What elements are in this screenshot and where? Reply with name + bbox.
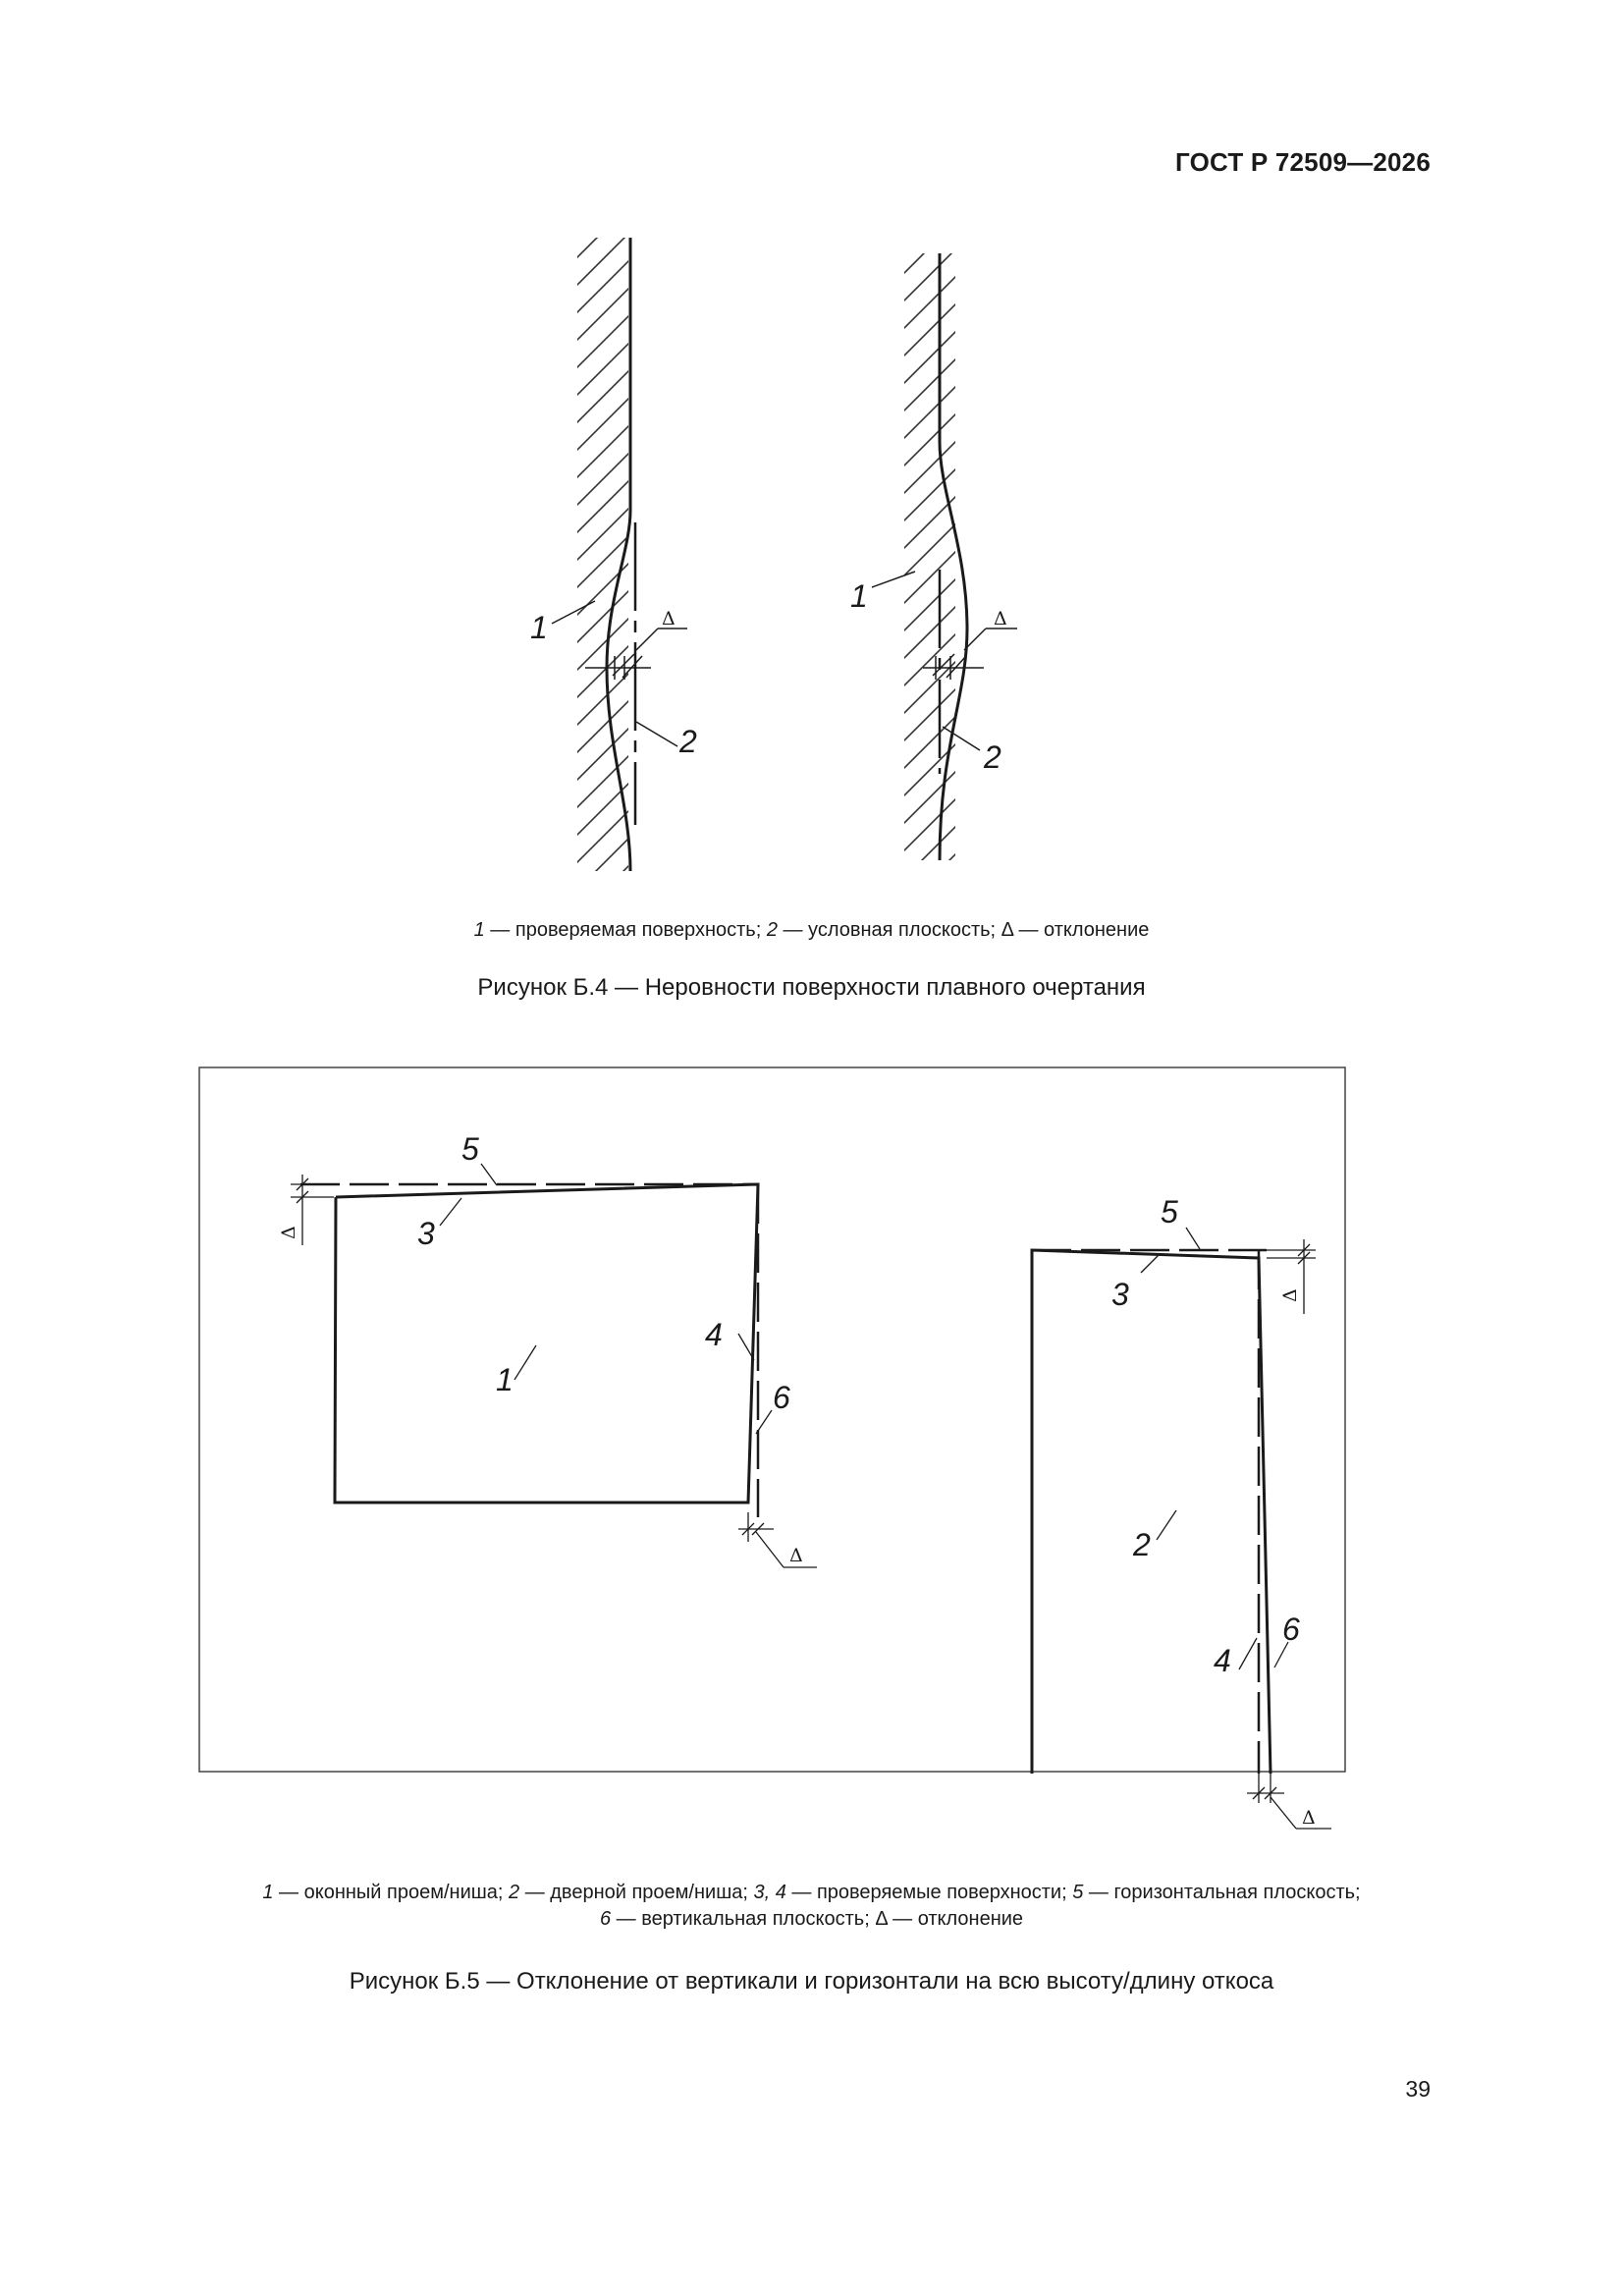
label-delta-window-top: Δ <box>278 1226 299 1239</box>
legend-num: 6 <box>599 1908 612 1930</box>
document-header: ГОСТ Р 72509—2026 <box>1175 147 1431 177</box>
legend-num: 3, 4 <box>753 1882 786 1903</box>
legend-text: — условная плоскость; Δ — отклонение <box>777 919 1150 941</box>
figure-b5-legend-line <box>0 1880 1623 1906</box>
legend-num: 1 <box>473 919 485 941</box>
label-window: 1 <box>496 1362 514 1397</box>
legend-num: 1 <box>262 1882 274 1903</box>
legend-text: — проверяемые поверхности; <box>785 1882 1073 1903</box>
legend-text: — оконный проем/ниша; <box>273 1882 510 1903</box>
label-surface-left: 1 <box>530 610 548 645</box>
figure-b5-legend-line <box>0 1906 1623 1933</box>
label-plane-right: 2 <box>984 739 1001 775</box>
label-delta-right: Δ <box>994 608 1007 629</box>
label-vertical-plane-door: 6 <box>1282 1612 1300 1647</box>
label-horizontal-plane-door: 5 <box>1161 1194 1178 1230</box>
legend-text: — вертикальная плоскость; Δ — отклонение <box>611 1908 1024 1930</box>
figure-b4-right-drawing <box>872 183 1017 960</box>
legend-text: — дверной проем/ниша; <box>519 1882 754 1903</box>
label-surface-top-window: 3 <box>417 1216 435 1251</box>
label-surface-side-window: 4 <box>705 1317 723 1352</box>
label-plane-left: 2 <box>679 724 697 759</box>
label-surface-top-door: 3 <box>1111 1277 1129 1312</box>
legend-num: 2 <box>509 1882 520 1903</box>
legend-num: 2 <box>766 919 778 941</box>
label-horizontal-plane-window: 5 <box>461 1131 479 1167</box>
label-surface-side-door: 4 <box>1214 1643 1231 1678</box>
figure-b5-drawing <box>199 1067 1345 1829</box>
figure-b5-legend <box>0 1880 1623 1933</box>
page-number: 39 <box>1405 2076 1431 2102</box>
label-surface-right: 1 <box>850 578 868 614</box>
label-vertical-plane-window: 6 <box>773 1380 790 1415</box>
label-delta-window-side: Δ <box>789 1545 803 1566</box>
label-delta-left: Δ <box>662 608 676 629</box>
figure-b4-left-drawing <box>550 167 687 972</box>
figure-b5-title: Рисунок Б.5 — Отклонение от вертикали и горизонтали на всю высоту/длину откоса <box>349 1968 1274 1995</box>
label-delta-door-side: Δ <box>1302 1807 1316 1829</box>
label-delta-door-top: Δ <box>1279 1288 1301 1302</box>
figure-b4-title: Рисунок Б.4 — Неровности поверхности плавного очертания <box>477 974 1146 1001</box>
label-door: 2 <box>1133 1527 1151 1562</box>
legend-text: — проверяемая поверхность; <box>484 919 767 941</box>
legend-num: 5 <box>1072 1882 1084 1903</box>
figure-b4-legend <box>0 917 1623 944</box>
legend-text: — горизонтальная плоскость; <box>1083 1882 1361 1903</box>
